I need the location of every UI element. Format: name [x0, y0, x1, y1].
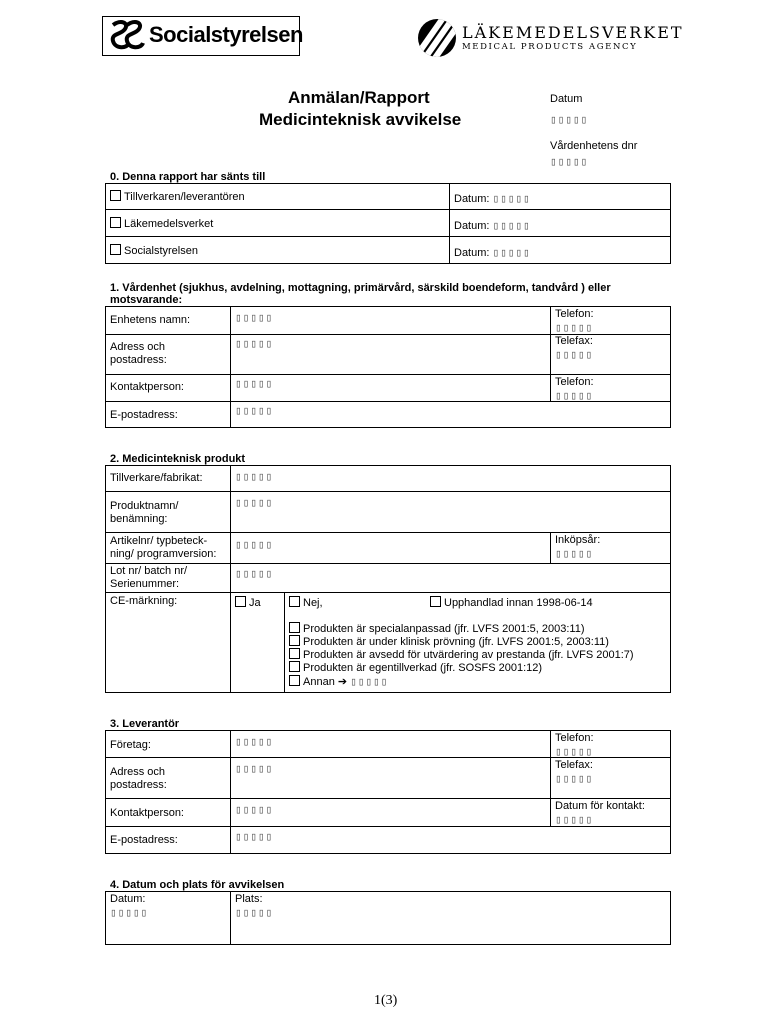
article-field[interactable]: ▯▯▯▯▯: [235, 538, 274, 551]
socialstyrelsen-emblem-icon: [107, 19, 147, 53]
supplier-company-field[interactable]: ▯▯▯▯▯: [235, 735, 274, 748]
unit-phone-field[interactable]: ▯▯▯▯▯: [555, 321, 594, 334]
recipient-socialstyrelsen[interactable]: Socialstyrelsen: [110, 244, 198, 257]
datum-label: Datum: [550, 93, 583, 105]
lot-label-2: Serienummer:: [110, 578, 180, 590]
lot-label: Lot nr/ batch nr/: [110, 565, 188, 577]
contact-date-label: Datum för kontakt:: [555, 800, 645, 812]
recipient-date-2: Datum: ▯▯▯▯▯: [454, 219, 531, 232]
recipient-date-2-field[interactable]: ▯▯▯▯▯: [492, 219, 531, 232]
supplier-fax-label: Telefax:: [555, 759, 593, 771]
article-label: Artikelnr/ typbeteck-: [110, 535, 208, 547]
option-special-checkbox[interactable]: [289, 622, 300, 633]
ce-no-checkbox[interactable]: [289, 596, 300, 607]
section3-heading: 3. Leverantör: [110, 718, 180, 730]
product-name-field[interactable]: ▯▯▯▯▯: [235, 496, 274, 509]
incident-place-field[interactable]: ▯▯▯▯▯: [235, 906, 274, 919]
supplier-company-label: Företag:: [110, 739, 151, 751]
incident-place-label: Plats:: [235, 893, 263, 905]
manufacturer-label: Tillverkare/fabrikat:: [110, 472, 203, 484]
checkbox-manufacturer[interactable]: [110, 190, 121, 201]
incident-date-field[interactable]: ▯▯▯▯▯: [110, 906, 149, 919]
checkbox-lakemedelsverket[interactable]: [110, 217, 121, 228]
option-other-checkbox[interactable]: [289, 675, 300, 686]
contact-date-field[interactable]: ▯▯▯▯▯: [555, 813, 594, 826]
unit-contact-field[interactable]: ▯▯▯▯▯: [235, 377, 274, 390]
socialstyrelsen-logo-text: Socialstyrelsen: [149, 22, 303, 47]
recipient-lakemedelsverket[interactable]: Läkemedelsverket: [110, 217, 213, 230]
recipient-manufacturer[interactable]: Tillverkaren/leverantören: [110, 190, 245, 203]
section4-heading: 4. Datum och plats för avvikelsen: [110, 879, 285, 891]
unit-name-label: Enhetens namn:: [110, 314, 191, 326]
unit-address-label-2: postadress:: [110, 354, 167, 366]
lakemedelsverket-seal-icon: [418, 19, 456, 57]
unit-phone2-label: Telefon:: [555, 376, 594, 388]
supplier-email-field[interactable]: ▯▯▯▯▯: [235, 830, 274, 843]
section1-heading: 1. Vårdenhet (sjukhus, avdelning, mottagning, primärvård, särskild boendeform, tandvård ) eller: [110, 282, 611, 294]
supplier-address-field[interactable]: ▯▯▯▯▯: [235, 762, 274, 775]
section1-heading-cont: motsvarande:: [110, 294, 183, 306]
dnr-field[interactable]: ▯▯▯▯▯: [550, 155, 589, 168]
recipient-date-1: Datum: ▯▯▯▯▯: [454, 192, 531, 205]
ce-label: CE-märkning:: [110, 595, 178, 607]
unit-phone-label: Telefon:: [555, 308, 594, 320]
supplier-phone-field[interactable]: ▯▯▯▯▯: [555, 745, 594, 758]
page-title: Anmälan/Rapport: [288, 88, 430, 107]
option-other[interactable]: Annan ➔ ▯▯▯▯▯: [289, 675, 388, 688]
recipient-date-3: Datum: ▯▯▯▯▯: [454, 246, 531, 259]
incident-date-label: Datum:: [110, 893, 146, 905]
product-name-label-2: benämning:: [110, 513, 168, 525]
option-evaluation-checkbox[interactable]: [289, 648, 300, 659]
procured-checkbox[interactable]: [430, 596, 441, 607]
purchase-year-label: Inköpsår:: [555, 534, 601, 546]
page-subtitle: Medicinteknisk avvikelse: [259, 110, 462, 129]
lakemedelsverket-subtitle: MEDICAL PRODUCTS AGENCY: [462, 42, 638, 52]
page-number: 1(3): [374, 993, 398, 1008]
lot-field[interactable]: ▯▯▯▯▯: [235, 567, 274, 580]
procured-option[interactable]: Upphandlad innan 1998-06-14: [430, 596, 593, 609]
option-clinical[interactable]: Produkten är under klinisk prövning (jfr. LVFS 2001:5, 2003:11): [289, 635, 609, 648]
supplier-fax-field[interactable]: ▯▯▯▯▯: [555, 772, 594, 785]
unit-fax-label: Telefax:: [555, 335, 593, 347]
option-inhouse[interactable]: Produkten är egentillverkad (jfr. SOSFS 2001:12): [289, 661, 542, 674]
option-evaluation[interactable]: Produkten är avsedd för utvärdering av prestanda (jfr. LVFS 2001:7): [289, 648, 634, 661]
recipient-date-3-field[interactable]: ▯▯▯▯▯: [492, 246, 531, 259]
supplier-address-label: Adress och: [110, 766, 166, 778]
lakemedelsverket-title: LÄKEMEDELSVERKET: [462, 23, 684, 42]
recipient-date-1-field[interactable]: ▯▯▯▯▯: [492, 192, 531, 205]
supplier-address-label-2: postadress:: [110, 779, 167, 791]
unit-address-label: Adress och: [110, 341, 166, 353]
unit-address-field[interactable]: ▯▯▯▯▯: [235, 337, 274, 350]
unit-email-label: E-postadress:: [110, 409, 178, 421]
supplier-email-label: E-postadress:: [110, 834, 178, 846]
manufacturer-field[interactable]: ▯▯▯▯▯: [235, 470, 274, 483]
supplier-contact-field[interactable]: ▯▯▯▯▯: [235, 803, 274, 816]
arrow-right-icon: ➔: [337, 676, 348, 688]
checkbox-socialstyrelsen[interactable]: [110, 244, 121, 255]
ce-no-option[interactable]: Nej,: [289, 596, 323, 609]
dnr-label: Vårdenhetens dnr: [550, 140, 638, 152]
section0-heading: 0. Denna rapport har sänts till: [110, 171, 266, 183]
option-inhouse-checkbox[interactable]: [289, 661, 300, 672]
article-label-2: ning/ programversion:: [110, 548, 217, 560]
socialstyrelsen-logo: [102, 16, 303, 56]
datum-field[interactable]: ▯▯▯▯▯: [550, 113, 589, 126]
unit-fax-field[interactable]: ▯▯▯▯▯: [555, 348, 594, 361]
option-other-field[interactable]: ▯▯▯▯▯: [350, 675, 389, 688]
section2-heading: 2. Medicinteknisk produkt: [110, 453, 246, 465]
unit-email-field[interactable]: ▯▯▯▯▯: [235, 404, 274, 417]
option-special[interactable]: Produkten är specialanpassad (jfr. LVFS 2001:5, 2003:11): [289, 622, 585, 635]
purchase-year-field[interactable]: ▯▯▯▯▯: [555, 547, 594, 560]
unit-contact-label: Kontaktperson:: [110, 381, 184, 393]
unit-name-field[interactable]: ▯▯▯▯▯: [235, 311, 274, 324]
ce-yes-checkbox[interactable]: [235, 596, 246, 607]
unit-phone2-field[interactable]: ▯▯▯▯▯: [555, 389, 594, 402]
ce-yes-option[interactable]: Ja: [235, 596, 261, 609]
supplier-phone-label: Telefon:: [555, 732, 594, 744]
product-name-label: Produktnamn/: [110, 500, 179, 512]
option-clinical-checkbox[interactable]: [289, 635, 300, 646]
supplier-contact-label: Kontaktperson:: [110, 807, 184, 819]
